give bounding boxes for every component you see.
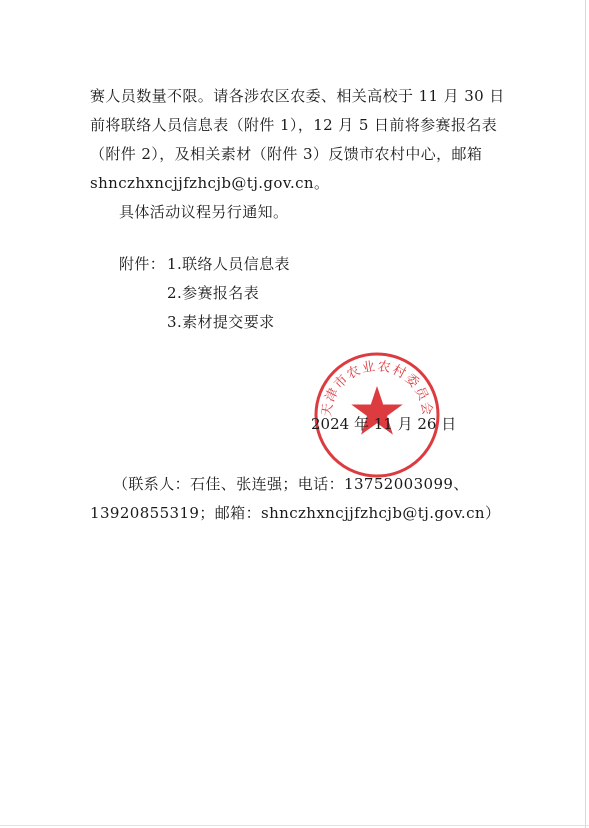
- paragraph-2: 具体活动议程另行通知。: [119, 203, 289, 221]
- contact-line-1: （联系人：石佳、张连强；电话：13752003099、: [113, 475, 469, 493]
- contact-line-2: 13920855319；邮箱：shnczhxncjjfzhcjb@tj.gov.cn）: [90, 504, 501, 522]
- paragraph-1-line-1: 赛人员数量不限。请各涉农区农委、相关高校于 11 月 30 日: [90, 87, 505, 105]
- attachment-item-3: 3.素材提交要求: [167, 313, 275, 331]
- page-edge-bottom: [0, 825, 589, 826]
- attachment-item-1: 1.联络人员信息表: [167, 255, 290, 273]
- page-edge-right: [585, 0, 586, 828]
- attachments-label: 附件：: [119, 255, 166, 273]
- paragraph-1-line-3: （附件 2），及相关素材（附件 3）反馈市农村中心，邮箱: [90, 145, 483, 163]
- document-date: 2024 年 11 月 26 日: [311, 415, 457, 433]
- paragraph-1-line-2: 前将联络人员信息表（附件 1），12 月 5 日前将参赛报名表: [90, 116, 498, 134]
- paragraph-1-line-4: shnczhxncjjfzhcjb@tj.gov.cn。: [90, 174, 330, 192]
- seal-text: 天津市农业农村委员会: [319, 359, 435, 418]
- attachment-item-2: 2.参赛报名表: [167, 284, 260, 302]
